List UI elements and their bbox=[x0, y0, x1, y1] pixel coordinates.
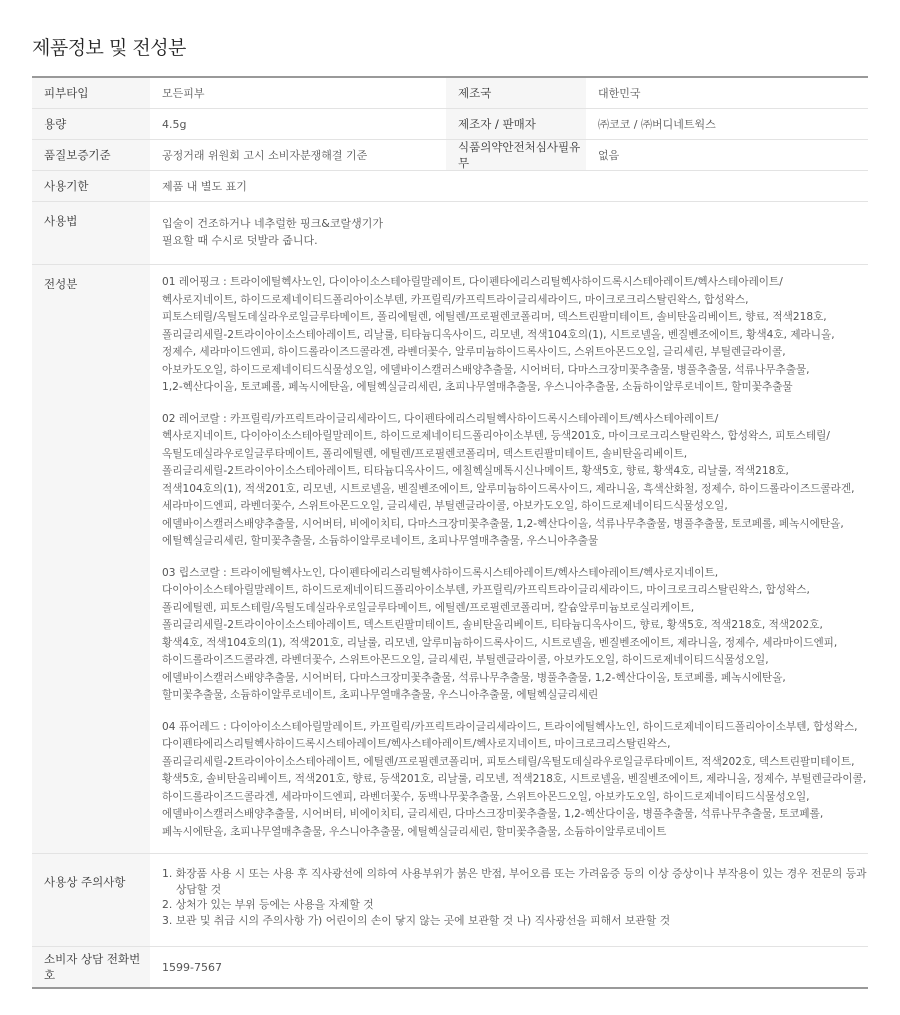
quality-value: 공정거래 위원회 고시 소비자분쟁해결 기준 bbox=[162, 149, 368, 162]
ingredient-list-lips-coral: 03 립스코랄 : 트라이에틸헥사노인, 다이펜타에리스리틸헥사하이드록시스테아레이트/헥사스테아레이트/헥사로지네이트, 다이아이소스테아릴말레이트, 하이드로제네이티드폴리아이소부텐, 카프릴릭/카프릭트라이글리세라이드, 마이크로크리스탈린왁스, 합성왁스, 폴리에틸렌, 피토스테릴/옥틸도데실라우로일글루타메이트, 에틸렌/프로필렌코폴리머, 칼슘알루미늄보로실리케이트, 폴리글리세릴-2트라이아이소스테아레이트, 덱스트린팔미테이트, 솔비탄올리베이트, 티타늄디옥사이드, 향료, 황색5호, 적색218호, 적색202호, 황색4호, 적색104호의(1), 적색201호, 리날룰, 리모넨, 알루미늄하이드록사이드, 시트로넬올, 벤질벤조에이트, 제라니올, 정제수, 세라마이드엔피, 하이드롤라이즈드콜라겐, 라벤더꽃수, 스위트아몬드오일, 글리세린, 부틸렌글라이콜, 아보카도오일, 하이드로제네이티드식물성오일, 에델바이스캘러스배양추출물, 시어버터, 다마스크장미꽃추출물, 석류나무추출물, 병풀추출물, 1,2-헥산다이올, 토코페롤, 페녹시에탄올, 할미꽃추출물, 소듐하이알루로네이트, 초피나무열매추출물, 우스니아추출물, 에틸헥실글리세린 bbox=[162, 566, 838, 701]
contact-label: 소비자 상담 전화번호 bbox=[32, 947, 150, 987]
table-row bbox=[32, 109, 868, 140]
skin-type-value: 모든피부 bbox=[162, 87, 205, 100]
table-row bbox=[32, 171, 868, 202]
table-row bbox=[32, 854, 868, 947]
country-label: 제조국 bbox=[446, 78, 586, 108]
ingredients-label: 전성분 bbox=[32, 265, 150, 853]
table-row bbox=[32, 265, 868, 854]
expiry-value: 제품 내 별도 표기 bbox=[162, 180, 247, 193]
caution-item: 1. 화장품 사용 시 또는 사용 후 직사광선에 의하여 사용부위가 붉은 반점, 부어오름 또는 가려움증 등의 이상 증상이나 부작용이 있는 경우 전문의 등과 상담할 것 bbox=[162, 867, 867, 896]
ingredient-list-pure-red: 04 퓨어레드 : 다이아이소스테아릴말레이트, 카프릴릭/카프릭트라이글리세라이드, 트라이에틸헥사노인, 하이드로제네이티드폴리아이소부텐, 합성왁스, 다이펜타에리스리틸헥사하이드록시스테아레이트/헥사스테아레이트/헥사로지네이트, 마이크로크리스탈린왁스, 폴리글리세릴-2트라이아이소스테아레이트, 에틸렌/프로필렌코폴리머, 피토스테릴/옥틸도데실라우로일글루타메이트, 적색202호, 덱스트린팔미테이트, 황색5호, 솔비탄올리베이트, 적색201호, 향료, 등색201호, 리날룰, 리모넨, 적색218호, 시트로넬올, 벤질벤조에이트, 제라니올, 정제수, 부틸렌글라이콜, 하이드롤라이즈드콜라겐, 세라마이드엔피, 라벤더꽃수, 동백나무꽃추출물, 스위트아몬드오일, 아보카도오일, 하이드로제네이티드식물성오일, 에델바이스캘러스배양추출물, 시어버터, 비에이치티, 글리세린, 다마스크장미꽃추출물, 1,2-헥산다이올, 병풀추출물, 석류나무추출물, 토코페롤, 페녹시에탄올, 초피나무열매추출물, 우스니아추출물, 에틸헥실글리세린, 할미꽃추출물, 소듐하이알루로네이트 bbox=[162, 720, 867, 838]
volume-label: 용량 bbox=[32, 109, 150, 139]
table-row bbox=[32, 947, 868, 987]
caution-list bbox=[162, 866, 868, 928]
product-info-table bbox=[32, 76, 868, 989]
usage-value bbox=[150, 202, 868, 264]
quality-label: 품질보증기준 bbox=[32, 140, 150, 170]
table-row bbox=[32, 78, 868, 109]
maker-label: 제조자 / 판매자 bbox=[446, 109, 586, 139]
mfds-label: 식품의약안전처심사필유무 bbox=[446, 140, 586, 170]
caution-item: 3. 보관 및 취급 시의 주의사항 가) 어린이의 손이 닿지 않는 곳에 보관할 것 나) 직사광선을 피해서 보관할 것 bbox=[162, 913, 671, 927]
maker-value: ㈜코코 / ㈜버디네트웍스 bbox=[598, 118, 716, 131]
ingredient-list-rare-pink: 01 레어핑크 : 트라이에틸헥사노인, 다이아이소스테아릴말레이트, 다이펜타에리스리틸헥사하이드록시스테아레이트/헥사스테아레이트/ 헥사로지네이트, 하이드로제네이티드폴리아이소부텐, 카프릴릭/카프릭트라이글리세라이드, 마이크로크리스탈린왁스, 합성왁스, 피토스테릴/옥틸도데실라우로일글루타메이트, 폴리에틸렌, 에틸렌/프로필렌코폴리머, 덱스트린팔미테이트, 솔비탄올리베이트, 향료, 적색218호, 폴리글리세릴-2트라이아이소스테아레이트, 리날룰, 티타늄디옥사이드, 리모넨, 적색104호의(1), 시트로넬올, 벤질벤조에이트, 황색4호, 제라니올, 정제수, 세라마이드엔피, 하이드롤라이즈드콜라겐, 라벤더꽃수, 알루미늄하이드록사이드, 스위트아몬드오일, 글리세린, 부틸렌글라이콜, 아보카도오일, 하이드로제네이티드식물성오일, 에델바이스캘러스배양추출물, 시어버터, 다마스크장미꽃추출물, 병풀추출물, 석류나무추출물, 1,2-헥산다이올, 토코페롤, 페녹시에탄올, 에틸헥실글리세린, 초피나무열매추출물, 우스니아추출물, 소듐하이알루로네이트, 할미꽃추출물 bbox=[162, 276, 835, 393]
table-row bbox=[32, 140, 868, 171]
page-title: 제품정보 및 전성분 bbox=[32, 37, 186, 59]
expiry-label: 사용기한 bbox=[32, 171, 150, 201]
usage-label: 사용법 bbox=[32, 202, 150, 264]
contact-value: 1599-7567 bbox=[162, 960, 222, 974]
skin-type-label: 피부타입 bbox=[32, 78, 150, 108]
table-row bbox=[32, 202, 868, 265]
caution-value bbox=[150, 854, 868, 946]
country-value: 대한민국 bbox=[598, 87, 641, 100]
volume-value: 4.5g bbox=[162, 117, 187, 131]
caution-item: 2. 상처가 있는 부위 등에는 사용을 자제할 것 bbox=[162, 898, 374, 911]
caution-label: 사용상 주의사항 bbox=[32, 854, 150, 946]
ingredient-list-rare-coral: 02 레어코랄 : 카프릴릭/카프릭트라이글리세라이드, 다이펜타에리스리틸헥사하이드록시스테아레이트/헥사스테아레이트/ 헥사로지네이트, 다이아이소스테아릴말레이트, 하이드로제네이티드폴리아이소부텐, 등색201호, 마이크로크리스탈린왁스, 합성왁스, 피토스테릴/ 옥틸도데실라우로일글루타메이트, 폴리에틸렌, 에틸렌/프로필렌코폴리머, 덱스트린팔미테이트, 솔비탄올리베이트, 폴리글리세릴-2트라이아이소스테아레이트, 티타늄디옥사이드, 에칠헥실메톡시신나메이트, 황색5호, 향료, 황색4호, 리날룰, 적색218호, 적색104호의(1), 적색201호, 리모넨, 시트로넬올, 벤질벤조에이트, 알루미늄하이드록사이드, 제라니올, 흑색산화철, 정제수, 하이드롤라이즈드콜라겐, 세라마이드엔피, 라벤더꽃수, 스위트아몬드오일, 글리세린, 부틸렌글라이콜, 아보카도오일, 하이드로제네이티드식물성오일, 에델바이스캘러스배양추출물, 시어버터, 비에이치티, 다마스크장미꽃추출물, 1,2-헥산다이올, 석류나무추출물, 병풀추출물, 토코페롤, 페녹시에탄올, 에틸헥실글리세린, 할미꽃추출물, 소듐하이알루로네이트, 초피나무열매추출물, 우스니아추출물 bbox=[162, 412, 855, 547]
ingredients-value bbox=[150, 265, 868, 853]
usage-text: 입술이 건조하거나 네추럴한 핑크&코랄생기가 필요할 때 수시로 덧발라 줍니다. bbox=[162, 217, 383, 247]
mfds-value: 없음 bbox=[598, 149, 620, 162]
